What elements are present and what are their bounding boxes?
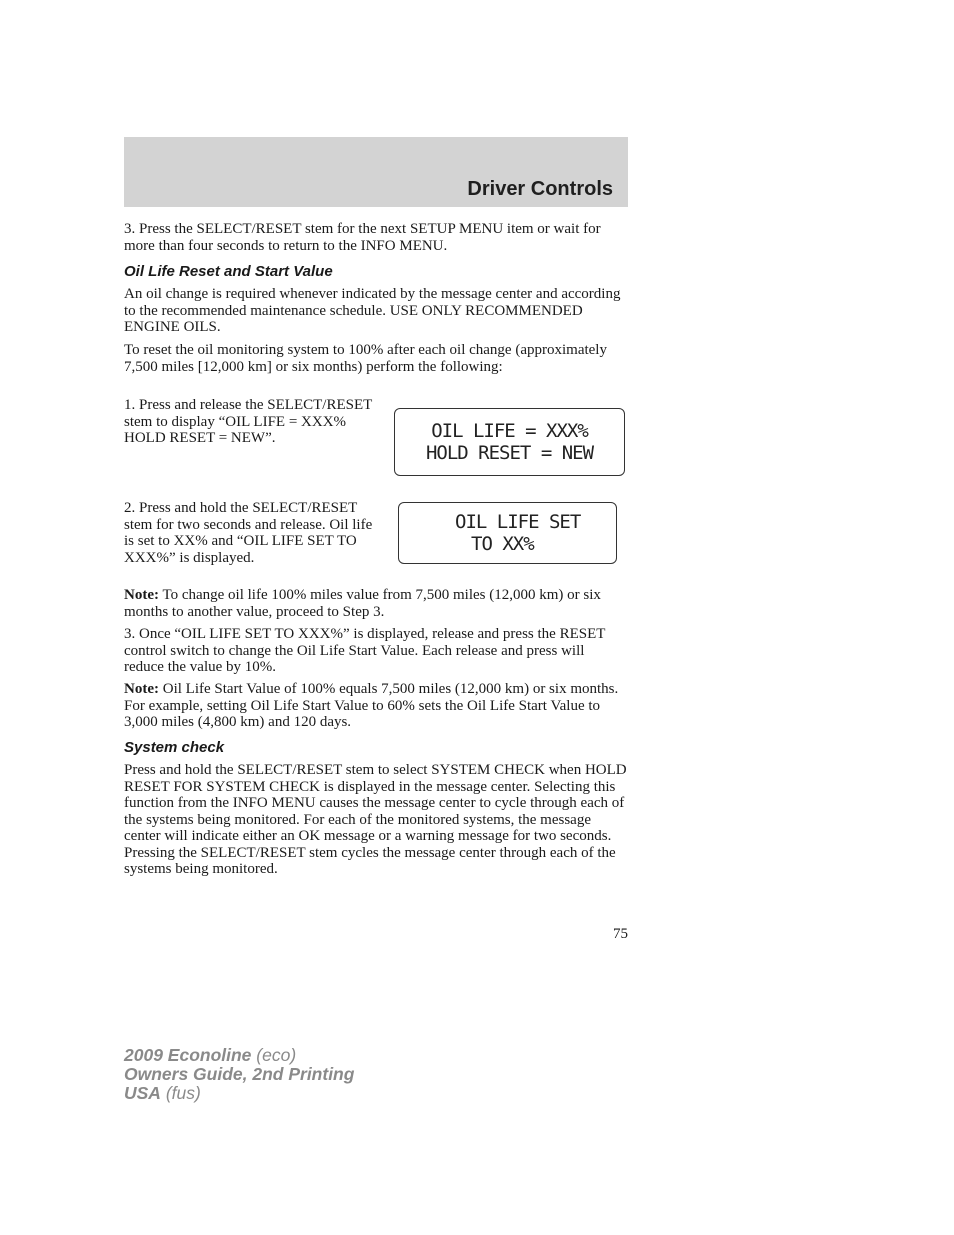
note-change-oil-life [124, 587, 628, 620]
paragraph-step2: 2. Press and hold the SELECT/RESET stem for two seconds and release. Oil life is set to XX% and “OIL LIFE SET TO XXX%” is displayed. [124, 500, 373, 566]
page-number: 75 [613, 926, 628, 942]
document-footer [124, 1046, 354, 1103]
footer-model: 2009 Econoline [124, 1045, 252, 1065]
note-text: To change oil life 100% miles value from 7,500 miles (12,000 km) or six months to another value, proceed to Step 3. [124, 587, 601, 620]
note-label: Note: [124, 681, 159, 697]
section-header-band [124, 137, 628, 207]
paragraph-reset-intro: To reset the oil monitoring system to 100% after each oil change (approximately 7,500 miles [12,000 km] or six months) perform the following: [124, 342, 607, 375]
footer-model-code: (eco) [251, 1045, 297, 1065]
display-line: OIL LIFE SET [455, 511, 581, 533]
footer-market: USA [124, 1083, 161, 1103]
note-label: Note: [124, 587, 159, 603]
message-center-display-oil-life [394, 408, 625, 476]
paragraph-step1: 1. Press and release the SELECT/RESET stem to display “OIL LIFE = XXX% HOLD RESET = NEW”. [124, 397, 373, 446]
section-title: Driver Controls [467, 178, 613, 200]
footer-market-code: (fus) [160, 1083, 201, 1103]
paragraph-system-check: Press and hold the SELECT/RESET stem to select SYSTEM CHECK when HOLD RESET FOR SYSTEM CHECK is displayed in the message center. Selecting this function from the INFO MENU causes the message center to cycle through each of the systems being monitored. For each of the monitored systems, the message center will indicate either an OK message or a warning message for two seconds. Pressing the SELECT/RESET stem cycles the message center through each of the systems being monitored. [124, 762, 627, 877]
footer-guide: Owners Guide, 2nd Printing [124, 1064, 355, 1084]
note-text: Oil Life Start Value of 100% equals 7,500 miles (12,000 km) or six months. For example, setting Oil Life Start Value to 60% sets the Oil Life Start Value to 3,000 miles (4,800 km) and 120 days. [124, 681, 619, 730]
display-line: HOLD RESET = NEW [425, 442, 594, 464]
heading-oil-life-reset: Oil Life Reset and Start Value [124, 263, 333, 280]
note-start-value [124, 681, 628, 731]
message-center-display-oil-life-set [398, 502, 617, 564]
paragraph-step3-setup: 3. Press the SELECT/RESET stem for the next SETUP MENU item or wait for more than four seconds to return to the INFO MENU. [124, 221, 601, 254]
paragraph-step3: 3. Once “OIL LIFE SET TO XXX%” is displayed, release and press the RESET control switch to change the Oil Life Start Value. Each release and press will reduce the value by 10%. [124, 626, 606, 675]
heading-system-check: System check [124, 739, 225, 756]
paragraph-oil-change: An oil change is required whenever indicated by the message center and according to the recommended maintenance schedule. USE ONLY RECOMMENDED ENGINE OILS. [124, 286, 621, 335]
display-line: OIL LIFE = XXX% [431, 420, 588, 442]
display-line: TO XX% [471, 533, 534, 555]
